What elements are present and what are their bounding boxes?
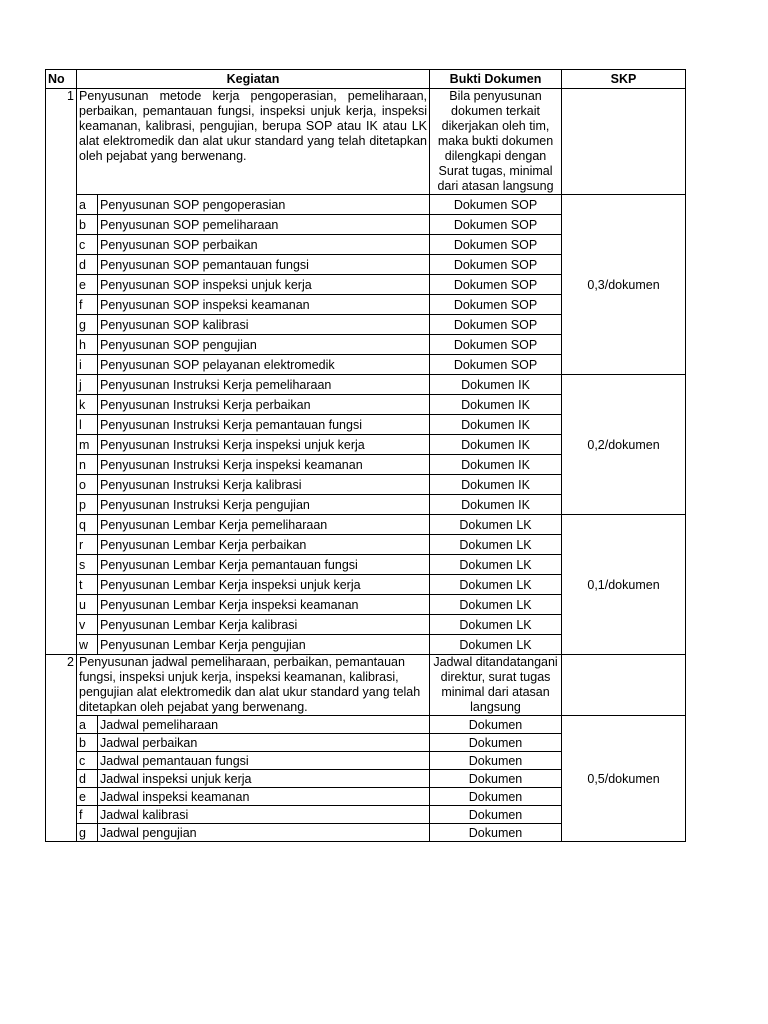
sub-item-kegiatan: Penyusunan Instruksi Kerja pemantauan fungsi xyxy=(98,415,430,435)
sub-item-kegiatan: Penyusunan Lembar Kerja inspeksi unjuk kerja xyxy=(98,575,430,595)
sub-item-letter: b xyxy=(77,734,98,752)
sub-item-bukti-dokumen: Dokumen SOP xyxy=(430,295,562,315)
item-kegiatan: Penyusunan metode kerja pengoperasian, pemeliharaan, perbaikan, pemantauan fungsi, inspeksi unjuk kerja, inspeksi keamanan, kalibrasi, pengujian, berupa SOP atau IK atau LK alat elektromedik dan alat ukur standard yang telah ditetapkan oleh pejabat yang berwenang. xyxy=(77,89,430,195)
sub-item-bukti-dokumen: Dokumen xyxy=(430,716,562,734)
sub-item-bukti-dokumen: Dokumen IK xyxy=(430,375,562,395)
sub-item-letter: s xyxy=(77,555,98,575)
sub-item-kegiatan: Jadwal perbaikan xyxy=(98,734,430,752)
sub-item-bukti-dokumen: Dokumen IK xyxy=(430,495,562,515)
item-kegiatan: Penyusunan jadwal pemeliharaan, perbaikan, pemantauan fungsi, inspeksi unjuk kerja, inspeksi keamanan, kalibrasi, pengujian alat elektromedik dan alat ukur standard yang telah ditetapkan oleh pejabat yang berwenang. xyxy=(77,655,430,716)
sub-item-letter: g xyxy=(77,824,98,842)
sub-item-bukti-dokumen: Dokumen SOP xyxy=(430,255,562,275)
sub-item-bukti-dokumen: Dokumen xyxy=(430,788,562,806)
sub-item-bukti-dokumen: Dokumen SOP xyxy=(430,215,562,235)
sub-item-letter: f xyxy=(77,806,98,824)
kegiatan-table xyxy=(45,69,686,842)
sub-item-letter: n xyxy=(77,455,98,475)
sub-item-row xyxy=(46,515,686,535)
header-kegiatan: Kegiatan xyxy=(77,70,430,89)
sub-item-letter: r xyxy=(77,535,98,555)
header-no: No xyxy=(46,70,77,89)
sub-item-kegiatan: Penyusunan Instruksi Kerja kalibrasi xyxy=(98,475,430,495)
sub-item-kegiatan: Penyusunan SOP pelayanan elektromedik xyxy=(98,355,430,375)
sub-item-kegiatan: Jadwal pengujian xyxy=(98,824,430,842)
sub-item-letter: w xyxy=(77,635,98,655)
sub-item-kegiatan: Penyusunan SOP pengujian xyxy=(98,335,430,355)
sub-item-kegiatan: Penyusunan SOP inspeksi keamanan xyxy=(98,295,430,315)
sub-item-kegiatan: Penyusunan Instruksi Kerja inspeksi keamanan xyxy=(98,455,430,475)
sub-item-row xyxy=(46,375,686,395)
sub-item-bukti-dokumen: Dokumen IK xyxy=(430,435,562,455)
sub-item-row xyxy=(46,195,686,215)
sub-item-kegiatan: Jadwal pemantauan fungsi xyxy=(98,752,430,770)
sub-item-letter: f xyxy=(77,295,98,315)
sub-item-letter: j xyxy=(77,375,98,395)
sub-item-letter: v xyxy=(77,615,98,635)
sub-item-bukti-dokumen: Dokumen IK xyxy=(430,475,562,495)
sub-item-bukti-dokumen: Dokumen LK xyxy=(430,575,562,595)
header-row xyxy=(46,70,686,89)
sub-item-bukti-dokumen: Dokumen IK xyxy=(430,395,562,415)
sub-item-letter: h xyxy=(77,335,98,355)
sub-item-kegiatan: Penyusunan Lembar Kerja pemantauan fungsi xyxy=(98,555,430,575)
sub-item-bukti-dokumen: Dokumen xyxy=(430,752,562,770)
sub-item-bukti-dokumen: Dokumen LK xyxy=(430,515,562,535)
sub-item-bukti-dokumen: Dokumen SOP xyxy=(430,235,562,255)
sub-item-letter: b xyxy=(77,215,98,235)
sub-item-letter: k xyxy=(77,395,98,415)
header-bukti-dokumen: Bukti Dokumen xyxy=(430,70,562,89)
sub-item-kegiatan: Penyusunan SOP pengoperasian xyxy=(98,195,430,215)
sub-item-letter: a xyxy=(77,195,98,215)
sub-item-bukti-dokumen: Dokumen IK xyxy=(430,415,562,435)
sub-item-bukti-dokumen: Dokumen SOP xyxy=(430,335,562,355)
item-bukti-dokumen: Jadwal ditandatangani direktur, surat tugas minimal dari atasan langsung xyxy=(430,655,562,716)
sub-item-letter: d xyxy=(77,770,98,788)
sub-item-letter: o xyxy=(77,475,98,495)
sub-item-kegiatan: Penyusunan Lembar Kerja perbaikan xyxy=(98,535,430,555)
sub-item-bukti-dokumen: Dokumen SOP xyxy=(430,275,562,295)
skp-value: 0,2/dokumen xyxy=(562,375,686,515)
sub-item-bukti-dokumen: Dokumen LK xyxy=(430,635,562,655)
sub-item-bukti-dokumen: Dokumen xyxy=(430,806,562,824)
item-bukti-dokumen: Bila penyusunan dokumen terkait dikerjakan oleh tim, maka bukti dokumen dilengkapi dengan Surat tugas, minimal dari atasan langsung xyxy=(430,89,562,195)
sub-item-kegiatan: Penyusunan Lembar Kerja pemeliharaan xyxy=(98,515,430,535)
sub-item-letter: q xyxy=(77,515,98,535)
sub-item-bukti-dokumen: Dokumen xyxy=(430,734,562,752)
sub-item-letter: d xyxy=(77,255,98,275)
sub-item-kegiatan: Jadwal inspeksi keamanan xyxy=(98,788,430,806)
sub-item-bukti-dokumen: Dokumen SOP xyxy=(430,315,562,335)
sub-item-kegiatan: Penyusunan SOP perbaikan xyxy=(98,235,430,255)
sub-item-kegiatan: Penyusunan Instruksi Kerja pengujian xyxy=(98,495,430,515)
sub-item-letter: c xyxy=(77,235,98,255)
item-row xyxy=(46,89,686,195)
sub-item-row xyxy=(46,716,686,734)
sub-item-kegiatan: Penyusunan SOP pemantauan fungsi xyxy=(98,255,430,275)
skp-value: 0,5/dokumen xyxy=(562,716,686,842)
sub-item-letter: t xyxy=(77,575,98,595)
sub-item-letter: e xyxy=(77,275,98,295)
sub-item-kegiatan: Penyusunan Lembar Kerja inspeksi keamanan xyxy=(98,595,430,615)
skp-value: 0,1/dokumen xyxy=(562,515,686,655)
sub-item-kegiatan: Penyusunan Instruksi Kerja perbaikan xyxy=(98,395,430,415)
sub-item-kegiatan: Jadwal pemeliharaan xyxy=(98,716,430,734)
sub-item-kegiatan: Penyusunan Instruksi Kerja pemeliharaan xyxy=(98,375,430,395)
sub-item-kegiatan: Penyusunan Lembar Kerja kalibrasi xyxy=(98,615,430,635)
sub-item-kegiatan: Penyusunan SOP inspeksi unjuk kerja xyxy=(98,275,430,295)
sub-item-bukti-dokumen: Dokumen SOP xyxy=(430,195,562,215)
sub-item-letter: l xyxy=(77,415,98,435)
skp-value: 0,3/dokumen xyxy=(562,195,686,375)
sub-item-letter: m xyxy=(77,435,98,455)
sub-item-kegiatan: Jadwal inspeksi unjuk kerja xyxy=(98,770,430,788)
sub-item-bukti-dokumen: Dokumen IK xyxy=(430,455,562,475)
sub-item-letter: a xyxy=(77,716,98,734)
header-skp: SKP xyxy=(562,70,686,89)
sub-item-bukti-dokumen: Dokumen LK xyxy=(430,555,562,575)
sub-item-bukti-dokumen: Dokumen LK xyxy=(430,615,562,635)
sub-item-letter: u xyxy=(77,595,98,615)
item-number: 2 xyxy=(46,655,77,842)
sub-item-letter: i xyxy=(77,355,98,375)
sub-item-kegiatan: Penyusunan Instruksi Kerja inspeksi unjuk kerja xyxy=(98,435,430,455)
sub-item-bukti-dokumen: Dokumen SOP xyxy=(430,355,562,375)
sub-item-letter: p xyxy=(77,495,98,515)
item-row xyxy=(46,655,686,716)
sub-item-letter: c xyxy=(77,752,98,770)
sub-item-letter: g xyxy=(77,315,98,335)
sub-item-letter: e xyxy=(77,788,98,806)
sub-item-kegiatan: Penyusunan SOP kalibrasi xyxy=(98,315,430,335)
sub-item-bukti-dokumen: Dokumen xyxy=(430,770,562,788)
sub-item-kegiatan: Penyusunan SOP pemeliharaan xyxy=(98,215,430,235)
item-skp-empty xyxy=(562,655,686,716)
item-skp-empty xyxy=(562,89,686,195)
item-number: 1 xyxy=(46,89,77,655)
sub-item-kegiatan: Jadwal kalibrasi xyxy=(98,806,430,824)
sub-item-bukti-dokumen: Dokumen xyxy=(430,824,562,842)
sub-item-bukti-dokumen: Dokumen LK xyxy=(430,595,562,615)
sub-item-bukti-dokumen: Dokumen LK xyxy=(430,535,562,555)
sub-item-kegiatan: Penyusunan Lembar Kerja pengujian xyxy=(98,635,430,655)
